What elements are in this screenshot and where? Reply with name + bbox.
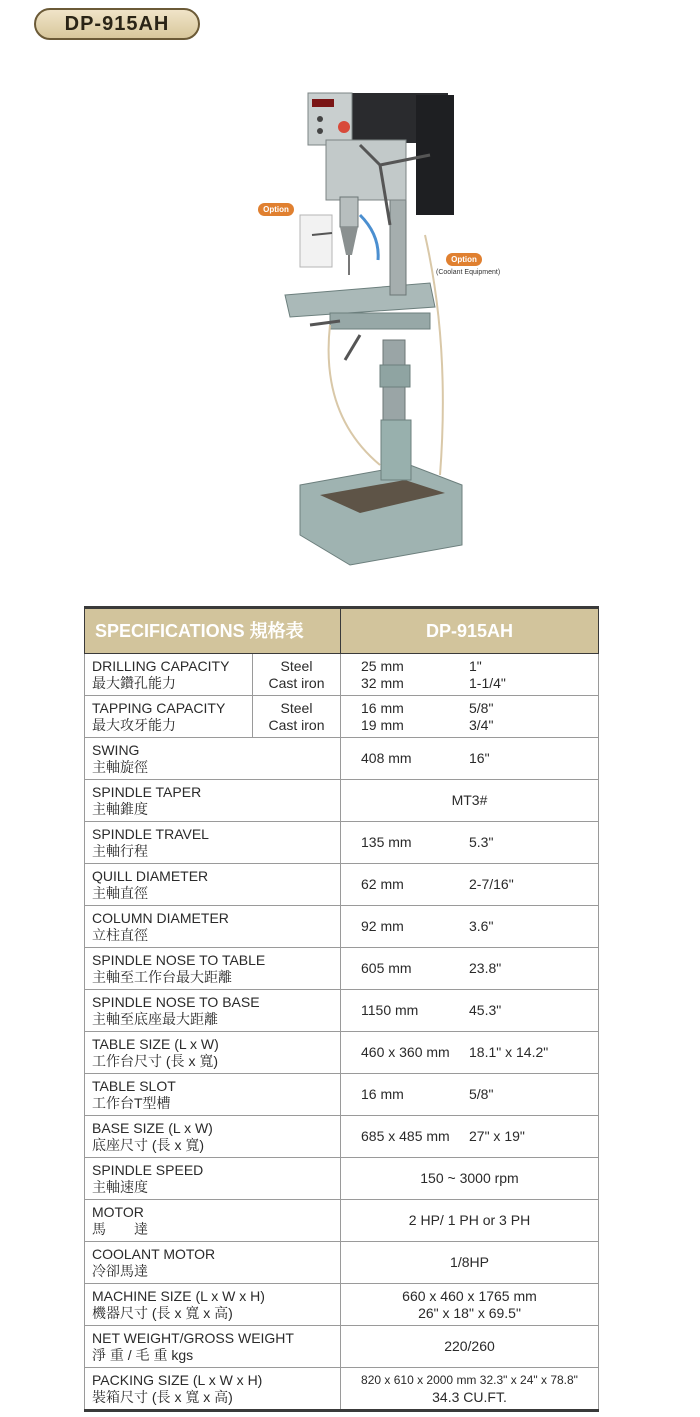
row-value: MT3# [341,780,599,822]
row-label-en: SPINDLE NOSE TO BASE [92,993,260,1010]
specifications-table [84,606,599,1412]
value-metric: 25 mm [361,657,404,674]
option-badge-right: Option [446,253,482,266]
table-row [85,696,599,738]
row-label-en: COLUMN DIAMETER [92,909,229,926]
row-label-zh: 淨 重 / 毛 重 kgs [92,1346,194,1363]
row-label-en: TABLE SLOT [92,1077,176,1094]
value-metric: 1150 mm [361,1002,419,1018]
coolant-equipment-note: (Coolant Equipment) [436,269,501,276]
value-metric: 32 mm [361,674,404,691]
row-label-zh: 裝箱尺寸 (長 x 寬 x 高) [92,1388,233,1405]
value-metric: 92 mm [361,918,404,934]
table-row [85,1368,599,1411]
row-value-line2: 34.3 CU.FT. [432,1388,507,1405]
row-label-zh: 主軸速度 [92,1178,148,1195]
row-label-zh: 主軸錐度 [92,800,148,817]
value-imperial: 5/8" [469,699,494,716]
row-label-zh: 工作台T型槽 [92,1094,171,1111]
row-label-en: SPINDLE TAPER [92,783,202,800]
material-steel: Steel [280,657,313,674]
row-label-zh: 冷卻馬達 [92,1262,148,1279]
drill-press-drawing [240,85,520,575]
drill-press-image [240,85,520,575]
material-steel: Steel [280,699,313,716]
value-imperial: 16" [469,750,490,766]
row-value: 2 HP/ 1 PH or 3 PH [341,1200,599,1242]
table-row [85,1326,599,1368]
row-label-zh: 主軸旋徑 [92,758,148,775]
value-imperial: 1-1/4" [469,674,506,691]
row-value-line1: 660 x 460 x 1765 mm [402,1287,537,1304]
row-value-line2: 26" x 18" x 69.5" [418,1304,521,1321]
row-value-line1: 820 x 610 x 2000 mm 32.3" x 24" x 78.8" [361,1372,578,1387]
row-label-en: SWING [92,741,140,758]
row-label-en: QUILL DIAMETER [92,867,209,884]
row-label-zh: 主軸至底座最大距離 [92,1010,218,1027]
table-row [85,654,599,696]
row-label-en: PACKING SIZE (L x W x H) [92,1371,263,1388]
value-metric: 62 mm [361,876,404,892]
row-label-en: BASE SIZE (L x W) [92,1119,213,1136]
row-label-en: DRILLING CAPACITY [92,657,230,674]
row-value: 1/8HP [341,1242,599,1284]
value-imperial: 23.8" [469,960,502,976]
row-label-en: COOLANT MOTOR [92,1245,216,1262]
table-row [85,990,599,1032]
table-row [85,864,599,906]
row-label-en: SPINDLE NOSE TO TABLE [92,951,266,968]
row-label-en: MOTOR [92,1203,144,1220]
value-imperial: 45.3" [469,1002,502,1018]
row-label-en: TAPPING CAPACITY [92,699,226,716]
table-row [85,780,599,822]
row-label-zh: 主軸至工作台最大距離 [92,968,232,985]
header-model: DP-915AH [341,608,599,654]
row-label-en: TABLE SIZE (L x W) [92,1035,219,1052]
option-badge-left: Option [258,203,294,216]
value-imperial: 27" x 19" [469,1128,525,1144]
model-badge: DP-915AH [34,8,200,40]
value-metric: 685 x 485 mm [361,1128,450,1144]
value-imperial: 3.6" [469,918,494,934]
header-specifications: SPECIFICATIONS 規格表 [85,608,341,654]
value-imperial: 5/8" [469,1086,494,1102]
table-row [85,948,599,990]
table-row [85,1074,599,1116]
row-label-en: NET WEIGHT/GROSS WEIGHT [92,1329,294,1346]
table-header [85,608,599,654]
material-cast-iron: Cast iron [268,716,325,733]
row-label-zh: 最大鑽孔能力 [92,674,176,691]
table-row [85,1158,599,1200]
value-metric: 135 mm [361,834,412,850]
table-row [85,1242,599,1284]
value-metric: 408 mm [361,750,412,766]
row-label-zh: 機器尺寸 (長 x 寬 x 高) [92,1304,233,1321]
row-label-zh: 工作台尺寸 (長 x 寬) [92,1052,218,1069]
row-label-zh: 主軸直徑 [92,884,148,901]
table-row [85,906,599,948]
row-value: 220/260 [341,1326,599,1368]
table-row [85,822,599,864]
row-label-zh: 主軸行程 [92,842,148,859]
value-imperial: 2-7/16" [469,876,514,892]
value-metric: 19 mm [361,716,404,733]
row-label-en: MACHINE SIZE (L x W x H) [92,1287,265,1304]
row-label-zh: 立柱直徑 [92,926,148,943]
table-row [85,1032,599,1074]
value-metric: 16 mm [361,699,404,716]
value-imperial: 1" [469,657,482,674]
row-label-en: SPINDLE TRAVEL [92,825,209,842]
row-label-zh: 底座尺寸 (長 x 寬) [92,1136,204,1153]
table-row [85,1284,599,1326]
table-row [85,738,599,780]
value-metric: 460 x 360 mm [361,1044,450,1060]
material-cast-iron: Cast iron [268,674,325,691]
row-label-zh: 馬 達 [92,1220,148,1237]
value-imperial: 5.3" [469,834,494,850]
row-value: 150 ~ 3000 rpm [341,1158,599,1200]
value-metric: 16 mm [361,1086,404,1102]
value-imperial: 3/4" [469,716,494,733]
row-label-zh: 最大攻牙能力 [92,716,176,733]
table-row [85,1200,599,1242]
value-imperial: 18.1" x 14.2" [469,1044,549,1060]
table-row [85,1116,599,1158]
value-metric: 605 mm [361,960,412,976]
row-label-en: SPINDLE SPEED [92,1161,204,1178]
